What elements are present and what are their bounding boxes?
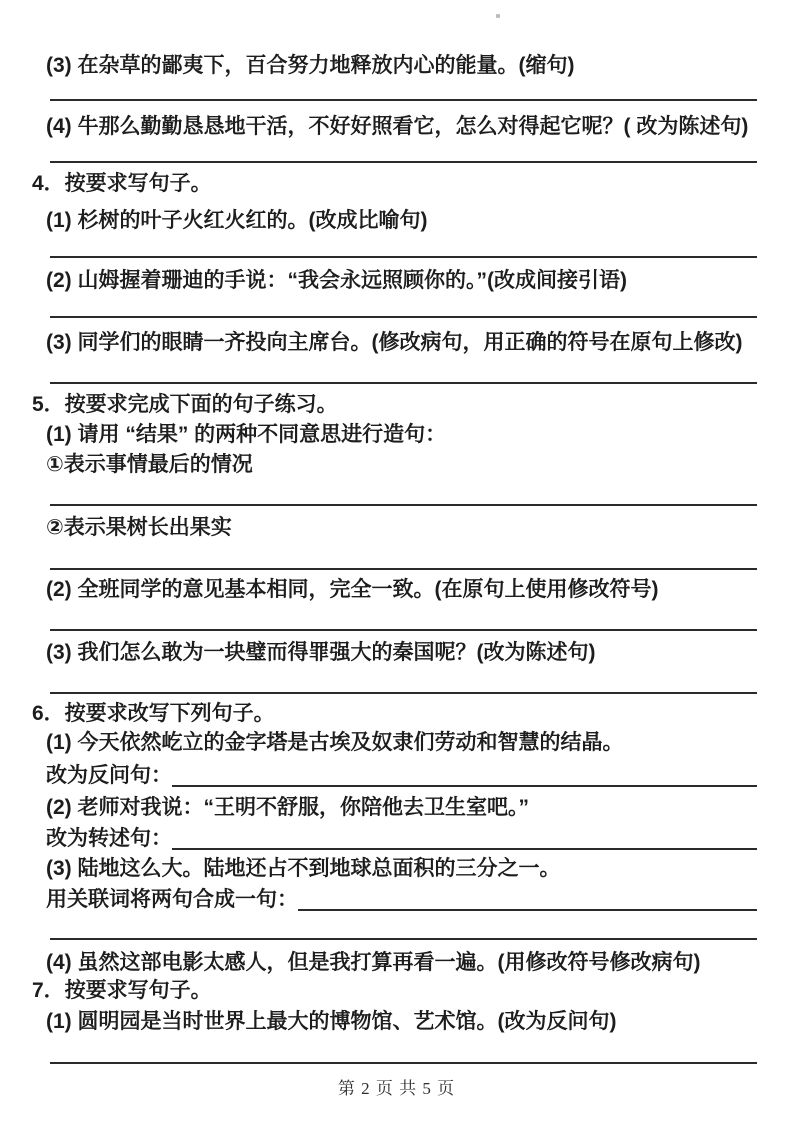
q5-header: 5．按要求完成下面的句子练习。 — [32, 393, 338, 416]
q6-sub4: (4) 虽然这部电影太感人，但是我打算再看一遍。(用修改符号修改病句) — [46, 951, 701, 974]
q7-sub1: (1) 圆明园是当时世界上最大的博物馆、艺术馆。(改为反问句) — [46, 1010, 617, 1033]
q5-sub2: (2) 全班同学的意见基本相同，完全一致。(在原句上使用修改符号) — [46, 578, 659, 601]
answer-underline — [298, 909, 757, 911]
q6-sub3: (3) 陆地这么大。陆地还占不到地球总面积的三分之一。 — [46, 857, 561, 880]
q5-sub1-meaning2: ②表示果树长出果实 — [46, 516, 232, 539]
q3-sub3: (3) 在杂草的鄙夷下，百合努力地释放内心的能量。(缩句) — [46, 54, 575, 77]
q4-sub3: (3) 同学们的眼睛一齐投向主席台。(修改病句，用正确的符号在原句上修改) — [46, 331, 743, 354]
answer-blank-line — [50, 256, 757, 258]
answer-blank-line — [50, 568, 757, 570]
q6-sub1-rewrite-label: 改为反问句： — [46, 764, 172, 787]
q5-sub1-meaning1: ①表示事情最后的情况 — [46, 453, 253, 476]
q6-sub2-rewrite-label: 改为转述句： — [46, 827, 172, 850]
q3-sub4: (4) 牛那么勤勤恳恳地干活，不好好照看它，怎么对得起它呢？( 改为陈述句) — [46, 115, 749, 138]
q5-sub3: (3) 我们怎么敢为一块璧而得罪强大的秦国呢？(改为陈述句) — [46, 641, 596, 664]
q7-header: 7．按要求写句子。 — [32, 979, 212, 1002]
answer-blank-line — [50, 161, 757, 163]
scan-artifact-dot — [496, 14, 500, 18]
q6-sub2: (2) 老师对我说：“王明不舒服，你陪他去卫生室吧。” — [46, 796, 529, 819]
answer-blank-line — [50, 1062, 757, 1064]
q6-sub1-answer-row — [46, 763, 757, 789]
q6-sub3-combine-label: 用关联词将两句合成一句： — [46, 888, 298, 911]
q6-sub2-answer-row — [46, 826, 757, 852]
q5-sub1: (1) 请用 “结果” 的两种不同意思进行造句： — [46, 423, 447, 446]
answer-blank-line — [50, 316, 757, 318]
q6-sub1: (1) 今天依然屹立的金字塔是古埃及奴隶们劳动和智慧的结晶。 — [46, 731, 624, 754]
answer-underline — [172, 848, 757, 850]
answer-blank-line — [50, 504, 757, 506]
answer-underline — [172, 785, 757, 787]
answer-blank-line — [50, 382, 757, 384]
q6-header: 6．按要求改写下列句子。 — [32, 702, 275, 725]
q4-header: 4．按要求写句子。 — [32, 172, 212, 195]
answer-blank-line — [50, 692, 757, 694]
q6-sub3-answer-row — [46, 887, 757, 913]
answer-blank-line — [50, 99, 757, 101]
answer-blank-line — [50, 629, 757, 631]
page-footer: 第 2 页 共 5 页 — [337, 1079, 456, 1098]
q4-sub1: (1) 杉树的叶子火红火红的。(改成比喻句) — [46, 209, 428, 232]
q4-sub2: (2) 山姆握着珊迪的手说：“我会永远照顾你的。”(改成间接引语) — [46, 269, 627, 292]
answer-blank-line — [50, 938, 757, 940]
